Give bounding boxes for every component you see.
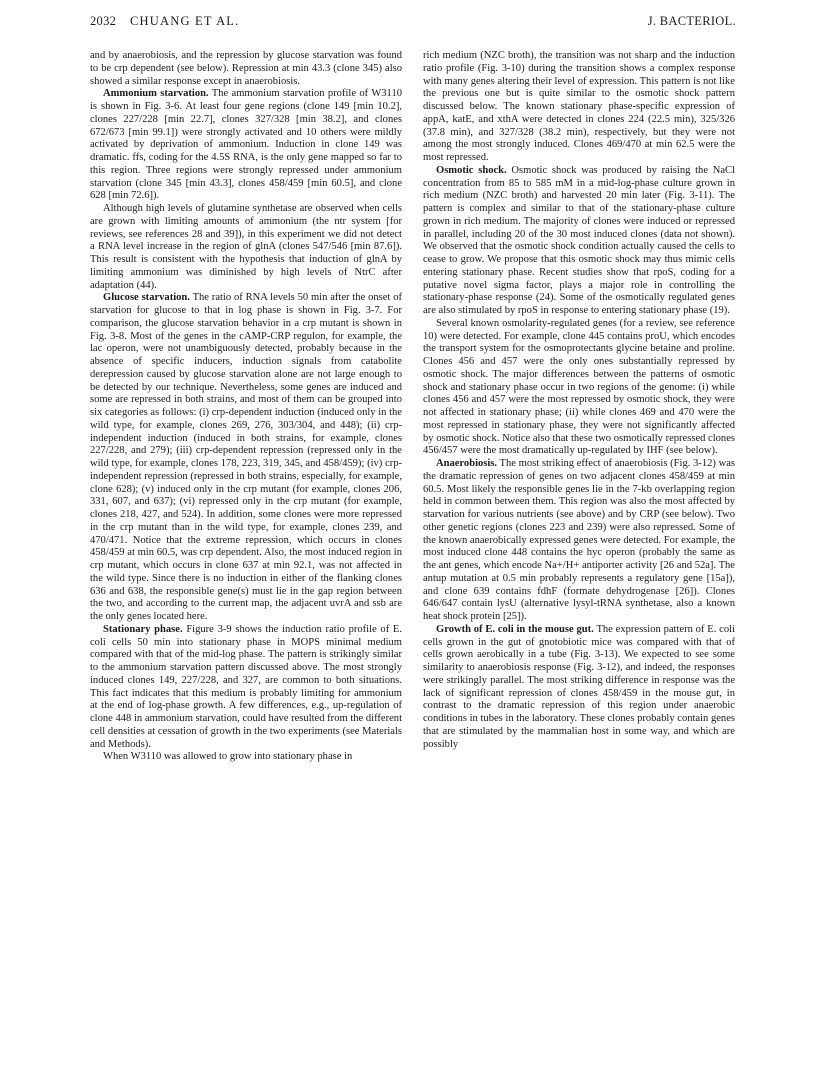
section-heading: Anaerobiosis. [436,458,498,469]
paragraph: Glucose starvation. The ratio of RNA levels 50 min after the onset of starvation for glucose to that in log phase is shown in Fig. 3-7. For comparison, the glucose starvation behavior in a crp mutant is shown in Fig. 3-8. Most of the genes in the cAMP-CRP regulon, for example, the lac operon, were not unambiguously detected, probably because in the absence of specific inducers, induction signals from catabolite derepression caused by glucose starvation alone are not large enough to be detected by our technique. Nevertheless, some genes are induced and some are repressed in both strains, and most of them can be grouped into six categories as follows: (i) crp-dependent induction (induced only in the wild type, for example, clones 269, 276, 303/304, and 448); (ii) crp-independent induction (induced in both strains, for example, clones 227/228, and 279); (iii) crp-dependent repression (repressed only in the wild type, for example, clones 178, 223, 319, 345, and 458/459); (iv) crp-independent repression (repressed in both strains, especially, for example, clone 628); (v) induced only in the crp mutant (for example, clones 206, 331, 607, and 637); (vi) repressed only in the crp mutant (for example, clones 218, 427, and 524). In addition, some clones were more repressed in the crp mutant than in the wild type, for example, clones 239, and 470/471. Notice that the extreme repression, which occurs in clones 458/459 at min 60.5, was crp dependent. Also, the most induced region in crp mutant, which occurs in clone 637 at min 92.1, was not affected in the wild type. Since there is no induction in either of the flanking clones 636 and 638, the responsible gene(s) must lie in the gap region between the two, and according to the current map, the adjacent uvrA and ssb are the only genes located here. [90,292,402,622]
section-heading: Ammonium starvation. [103,88,209,100]
page-number: 2032 [90,14,117,28]
section-heading: Stationary phase. [103,623,183,635]
left-column [90,50,402,764]
paragraph: Osmotic shock. Osmotic shock was produced by raising the NaCl concentration from 85 to 585 mM in a mid-log-phase culture grown in rich medium (NZC broth) and harvested 20 min later (Fig. 3-11). The pattern is complex and similar to that of the stationary-phase culture grown in rich medium. The majority of clones were induced or repressed in parallel, including 20 of the 30 most induced clones (data not shown). We observed that the osmotic shock condition actually caused the cells to cease to grow. We propose that this osmotic shock may thus mimic cells entering stationary phase. Recent studies show that rpoS, coding for a putative novel sigma factor, plays a major role in controlling the stationary-phase response (24). Some of the osmotically regulated genes are also stimulated by rpoS in response to entering stationary phase (19). [423,164,736,316]
journal-name: J. BACTERIOL. [647,14,736,28]
running-authors: CHUANG ET AL. [130,14,240,28]
section-heading: Osmotic shock. [436,164,507,176]
paragraph: Although high levels of glutamine synthetase are observed when cells are grown with limiting amounts of ammonium (the ntr system [for reviews, see references 28 and 39]), in this experiment we did not detect a RNA level increase in the region of glnA (clones 547/546 [min 87.6]). This result is consistent with the hypothesis that induction of glnA by limiting ammonium was diminished by high levels of NtrC after adaptation (44). [90,203,402,291]
paragraph: rich medium (NZC broth), the transition was not sharp and the induction ratio profile (Fig. 3-10) during the transition shows a complex response with many genes altering their level of expression. This pattern is not like the previous one but is quite similar to the osmotic shock pattern discussed below. The known stationary phase-specific expression of appA, katE, and xthA were detected in clones 224 (22.5 min), 325/326 (37.8 min), and 327/328 (38.2 min), respectively, but they were not among the most strongly induced. Clones 469/470 at min 62.5 were the most repressed. [423,50,735,163]
paragraph: When W3110 was allowed to grow into stationary phase in [103,751,353,763]
paragraph: Stationary phase. Figure 3-9 shows the induction ratio profile of E. coli cells 50 min into stationary phase in MOPS minimal medium compared with that of the mid-log phase. The pattern is strikingly similar to the ammonium starvation pattern discussed above. The most strongly induced clones 149, 227/228, and 327, are common to both situations. This fact indicates that this medium is probably limiting for ammonium at the end of log-phase growth. A few differences, e.g., up-regulation of clone 448 in ammonium starvation, could have resulted from the different cell densities at cessation of growth in the two experiments (see Materials and Methods). [90,623,402,750]
right-column [423,50,735,751]
paragraph: Ammonium starvation. The ammonium starvation profile of W3110 is shown in Fig. 3-6. At least four gene regions (clone 149 [min 10.2], clones 227/228 [min 22.7], clones 327/328 [min 38.2], and clones 672/673 [min 99.1]) were strongly activated and 10 others were mildly activated by deprivation of ammonium. Induction in clone 149 was dramatic. ffs, coding for the 4.5S RNA, is the only gene mapped so far to this region. Three regions were strongly repressed under ammonium starvation (clone 345 [min 43.3], clones 458/459 [min 60.5], and clone 628 [min 72.6]). [90,88,402,202]
running-header [90,14,736,36]
paragraph: Several known osmolarity-regulated genes (for a review, see reference 10) were detected. For example, clone 445 contains proU, which encodes the transport system for the osmoprotectants glycine betaine and proline. Clones 456 and 457 were the only ones substantially repressed by osmotic shock. The major differences between the patterns of osmotic shock and stationary phase occur in two regions of the genome: (i) while clones 456 and 457 were the most repressed by osmotic shock, they were not affected in stationary phase; (ii) while clones 469 and 470 were the most repressed in stationary phase, they were not significantly affected by osmotic shock. Notice also that these two osmotically repressed clones 456/457 were the most dramatically up-regulated by IHF (see below). [423,317,735,457]
paragraph: Growth of E. coli in the mouse gut. The expression pattern of E. coli cells grown in the gut of gnotobiotic mice was compared with that of cells grown aerobically in a tube (Fig. 3-13). We expected to see some similarity to anaerobiosis response (Fig. 3-12), and indeed, the responses were strikingly parallel. The most striking difference in response was the lack of significant repression of clones 458/459 in the mouse gut, in contrast to the dramatic repression of this region under anaerobic conditions in tubes in the laboratory. These clones probably contain genes that are stimulated by the mammalian host in some way, and which are possibly [423,623,735,750]
paragraph: and by anaerobiosis, and the repression by glucose starvation was found to be crp dependent (see below). Repression at min 43.3 (clone 345) also showed a similar response except in anaerobiosis. [90,50,402,87]
paragraph: Anaerobiosis. The most striking effect of anaerobiosis (Fig. 3-12) was the dramatic repression of genes on two adjacent clones 458/459 at min 60.5. Most likely the responsible genes lie in the 7-kb overlapping region held in common between them. This region was also the most affected by starvation for various nutrients (see above) and by CRP (see below). Two other genetic regions (clones 223 and 239) were also repressed. Some of the known anaerobically expressed genes were detected. For example, the most induced clone 448 contains the hyc operon (probably the same as the ant genes, which encode Na+/H+ antiporter activity [26 and 52a]. The antup mutation at 0.5 min probably represents a regulatory gene [15a]), and clone 639 contains fdhF (formate dehydrogenase [26]). Clones 646/647 contain lysU (alternative lysyl-tRNA synthetase, also a known heat shock protein [25]). [423,458,735,622]
section-heading: Glucose starvation. [103,292,190,304]
section-heading: Growth of E. coli in the mouse gut. [436,623,594,635]
